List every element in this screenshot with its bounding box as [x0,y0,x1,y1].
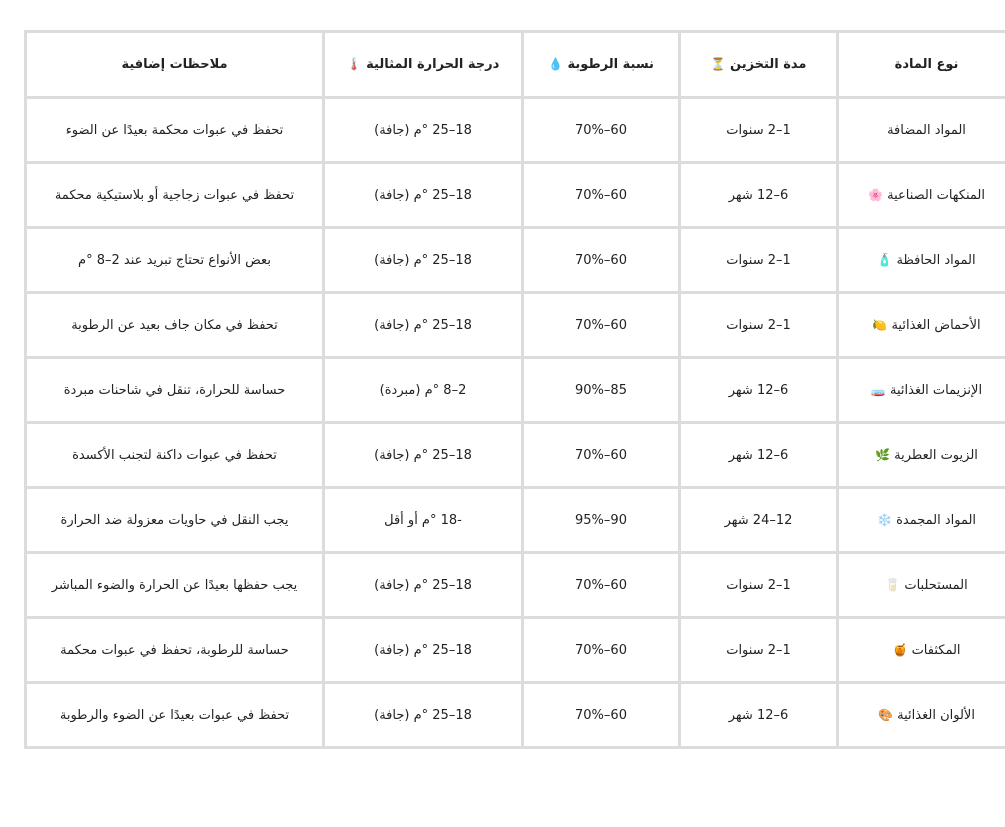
storage-table [24,30,1005,749]
cell-temperature: 18–25 °م (جافة) [324,618,523,683]
cell-humidity: 60–70% [523,683,680,748]
cell-humidity: 60–70% [523,423,680,488]
material-label: الأحماض الغذائية [891,317,981,333]
table-row [26,488,1005,553]
header-temperature [324,32,523,98]
material-label: المواد المجمدة [896,512,977,528]
table-row [26,553,1005,618]
cell-storage: 12–24 شهر [680,488,838,553]
header-humidity-label: نسبة الرطوبة [567,57,654,72]
cell-temperature: 18–25 °م (جافة) [324,228,523,293]
cell-notes: تحفظ في عبوات زجاجية أو بلاستيكية محكمة [26,163,324,228]
cell-notes: تحفظ في مكان جاف بعيد عن الرطوبة [26,293,324,358]
header-storage [680,32,838,98]
cell-material [838,683,1005,748]
cell-notes: تحفظ في عبوات محكمة بعيدًا عن الضوء [26,98,324,163]
cell-notes: حساسة للرطوبة، تحفظ في عبوات محكمة [26,618,324,683]
cell-material [838,163,1005,228]
material-label: المنكهات الصناعية [887,187,985,203]
cell-notes: تحفظ في عبوات داكنة لتجنب الأكسدة [26,423,324,488]
cell-material [838,553,1005,618]
material-label: المواد المضافة [887,122,966,138]
header-notes-label: ملاحظات إضافية [121,57,228,72]
flower-icon: 🌸 [868,187,883,202]
cell-temperature: 18–25 °م (جافة) [324,553,523,618]
material-label: المواد الحافظة [896,252,976,268]
cell-material [838,423,1005,488]
cell-storage: 6–12 شهر [680,423,838,488]
cell-temperature: 18–25 °م (جافة) [324,683,523,748]
header-material-label: نوع المادة [894,57,959,72]
material-label: الألوان الغذائية [897,707,975,723]
cell-storage: 6–12 شهر [680,683,838,748]
table-row [26,163,1005,228]
cell-storage: 1–2 سنوات [680,228,838,293]
table-row [26,358,1005,423]
cell-notes: يجب حفظها بعيدًا عن الحرارة والضوء المباشر [26,553,324,618]
cell-notes: حساسة للحرارة، تنقل في شاحنات مبردة [26,358,324,423]
material-label: المكثفات [911,642,961,658]
header-row [26,32,1005,98]
cell-temperature: 18–25 °م (جافة) [324,98,523,163]
cell-storage: 6–12 شهر [680,358,838,423]
honey-pot-icon: 🍯 [892,642,908,657]
table-row [26,98,1005,163]
cell-storage: 1–2 سنوات [680,293,838,358]
cell-humidity: 90–95% [523,488,680,553]
cell-temperature: 18–25 °م (جافة) [324,423,523,488]
material-label: المستحلبات [904,577,968,593]
herb-icon: 🌿 [875,447,891,462]
cell-humidity: 85–90% [523,358,680,423]
snowflake-icon: ❄️ [876,512,892,527]
cell-humidity: 60–70% [523,618,680,683]
cell-temperature: 18–25 °م (جافة) [324,293,523,358]
cell-material [838,228,1005,293]
header-notes [26,32,324,98]
cell-material [838,98,1005,163]
cell-notes: تحفظ في عبوات بعيدًا عن الضوء والرطوبة [26,683,324,748]
header-storage-label: مدة التخزين [730,57,807,72]
cell-storage: 1–2 سنوات [680,618,838,683]
cell-temperature: -18 °م أو أقل [324,488,523,553]
cell-notes: يجب النقل في حاويات معزولة ضد الحرارة [26,488,324,553]
cell-storage: 1–2 سنوات [680,553,838,618]
cell-storage: 6–12 شهر [680,163,838,228]
cell-humidity: 60–70% [523,228,680,293]
cell-humidity: 60–70% [523,98,680,163]
table-row [26,618,1005,683]
header-material [838,32,1005,98]
table-row [26,683,1005,748]
hourglass-icon: ⏳ [710,57,726,71]
cell-material [838,618,1005,683]
table-row [26,228,1005,293]
cell-temperature: 2–8 °م (مبردة) [324,358,523,423]
material-label: الزيوت العطرية [894,447,978,463]
cell-material [838,358,1005,423]
cell-temperature: 18–25 °م (جافة) [324,163,523,228]
header-humidity [523,32,680,98]
cell-storage: 1–2 سنوات [680,98,838,163]
material-label: الإنزيمات الغذائية [890,382,983,398]
cell-notes: بعض الأنواع تحتاج تبريد عند 2–8 °م [26,228,324,293]
lemon-icon: 🍋 [872,317,888,332]
thermometer-icon: 🌡️ [346,57,362,71]
table-row [26,423,1005,488]
lotion-bottle-icon: 🧴 [877,252,893,267]
cell-humidity: 60–70% [523,293,680,358]
header-temperature-label: درجة الحرارة المثالية [366,57,500,72]
milk-glass-icon: 🥛 [885,577,901,592]
petri-dish-icon: 🧫 [870,382,886,397]
cell-humidity: 60–70% [523,163,680,228]
palette-icon: 🎨 [878,707,893,722]
cell-material [838,488,1005,553]
storage-table-container [24,30,985,749]
cell-material [838,293,1005,358]
cell-humidity: 60–70% [523,553,680,618]
droplet-icon: 💧 [548,57,563,71]
table-row [26,293,1005,358]
